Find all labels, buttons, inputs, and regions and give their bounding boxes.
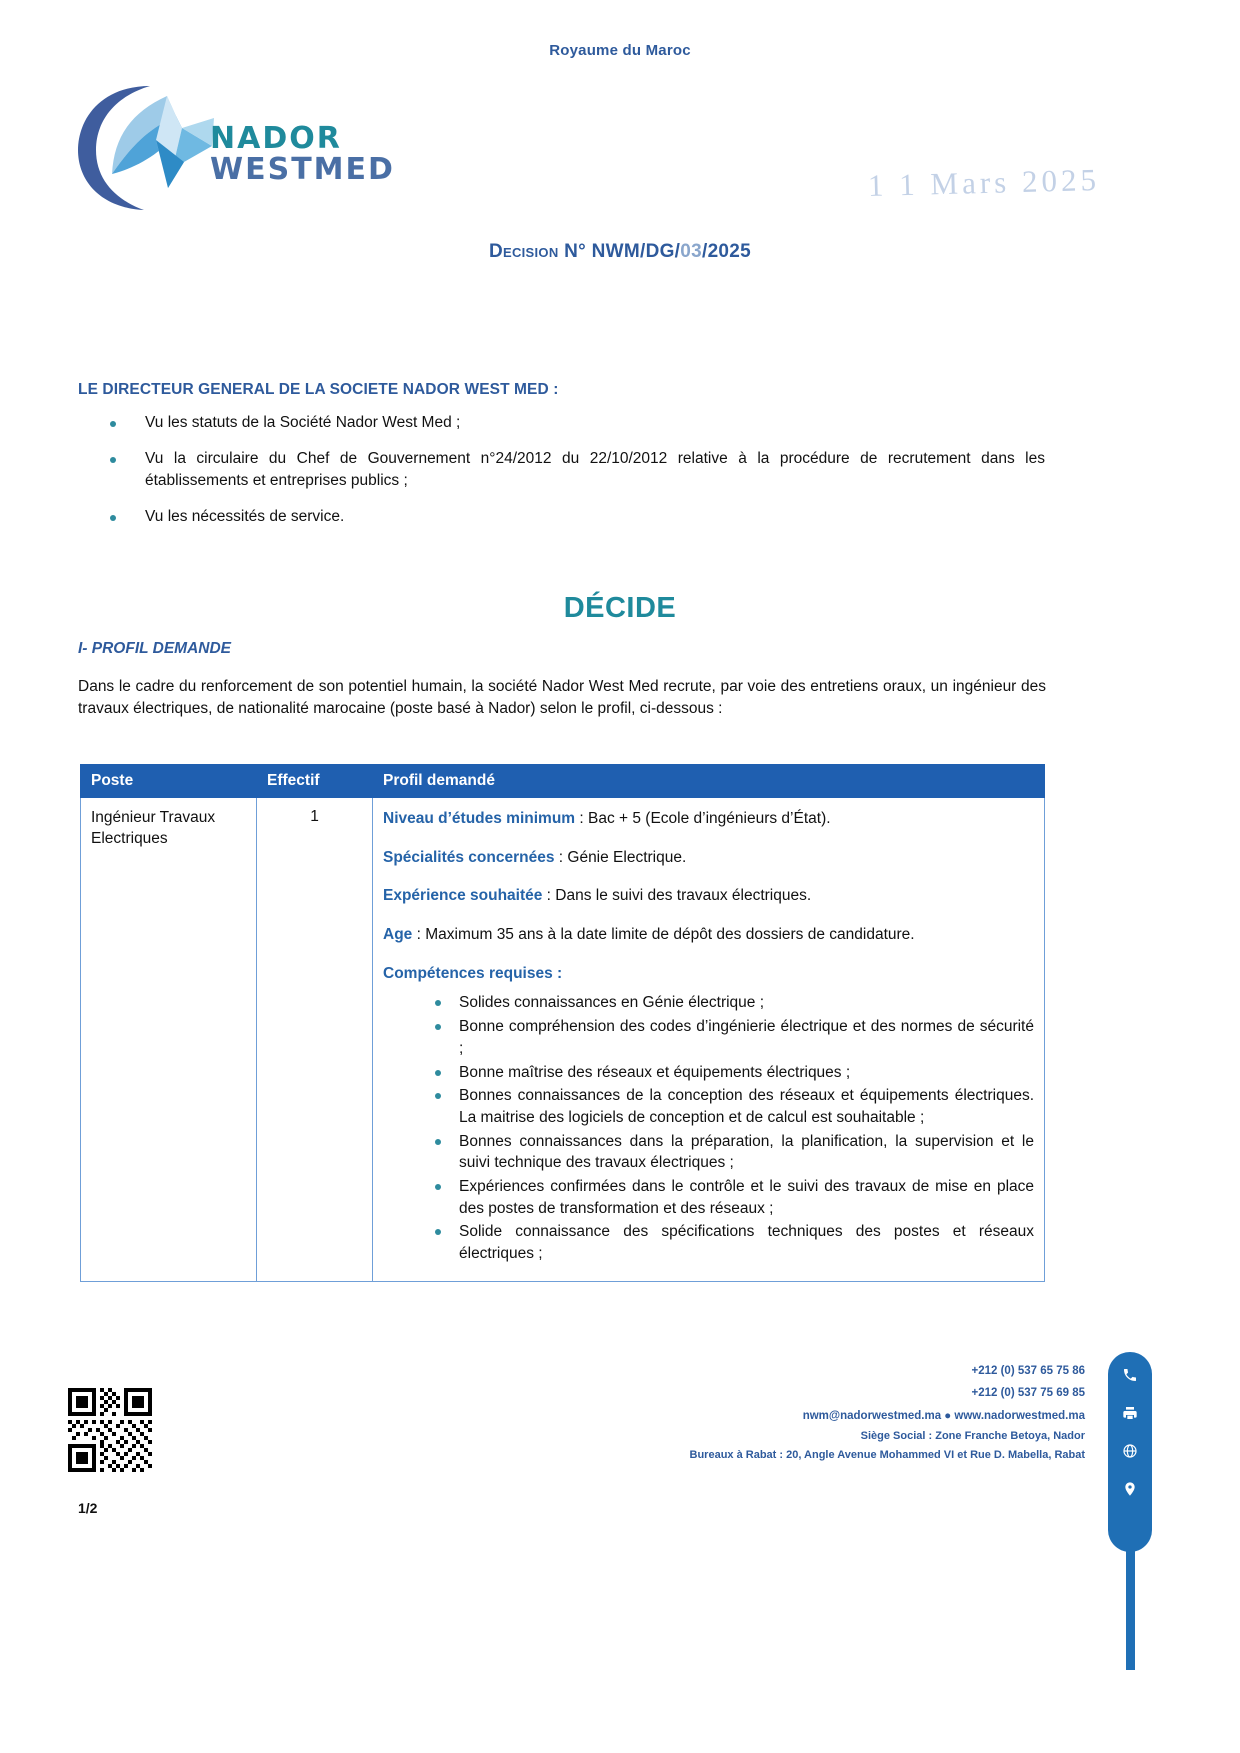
value-specialites: : Génie Electrique. [554,848,687,866]
footer-icon-strip [1108,1352,1152,1552]
label-competences: Compétences requises : [383,964,563,982]
profil-age [383,924,1034,946]
footer-web: nwm@nadorwestmed.ma ● www.nadorwestmed.ma [802,1409,1085,1422]
decide-heading: DÉCIDE [563,592,677,624]
footer-phone-2: +212 (0) 537 75 69 85 [971,1387,1085,1400]
label-niveau: Niveau d’études minimum [383,810,576,827]
logo-wordmark [210,121,395,187]
director-general-heading: LE DIRECTEUR GENERAL DE LA SOCIETE NADOR WEST MED : [78,381,559,398]
date-stamp: 1 1 Mars 2025 [867,161,1101,204]
list-item: Solides connaissances en Génie électrique ; [431,992,1034,1014]
cell-profil [373,798,1045,1282]
footer-strip-tail [1126,1540,1135,1670]
list-item: Bonnes connaissances de la conception des réseaux et équipements électriques. La maitrise des logiciels de conception et de calcul est souhaitable ; [431,1085,1034,1128]
table-header-row [81,765,1045,798]
decision-number: 03 [680,241,702,262]
label-age: Age [383,926,413,944]
value-experience: : Dans le suivi des travaux électriques. [542,887,812,905]
list-item: Vu la circulaire du Chef de Gouvernement n°24/2012 du 22/10/2012 relative à la procédure de recrutement dans les établissements et entreprises publics ; [100,448,1045,492]
value-niveau: : Bac + 5 (Ecole d’ingénieurs d’État). [575,810,831,827]
cell-effectif: 1 [257,798,373,1282]
section-title-profil-demande: I- PROFIL DEMANDE [78,640,231,657]
list-item: Bonnes connaissances dans la préparation, la planification, la supervision et le suivi technique des travaux électriques ; [431,1131,1034,1174]
profile-table [80,764,1045,1282]
label-specialites: Spécialités concernées [383,848,555,866]
value-age: : Maximum 35 ans à la date limite de dépôt des dossiers de candidature. [412,926,915,944]
intro-paragraph: Dans le cadre du renforcement de son potentiel humain, la société Nador West Med recrute, par voie des entretiens oraux, un ingénieur des travaux électriques, de nationalité marocaine (poste basé à Nador) selon le profil, ci-dessous : [78,678,1046,718]
logo-line-nador: NADOR [210,121,342,156]
footer-phone-1: +212 (0) 537 65 75 86 [971,1365,1085,1377]
phone-icon [1117,1362,1143,1388]
fax-icon [1117,1400,1143,1426]
profil-specialites [383,847,1034,869]
decision-number-line [0,241,1240,263]
profil-niveau [383,808,1034,830]
globe-icon [1117,1438,1143,1464]
list-item: Bonne compréhension des codes d’ingénierie électrique et des normes de sécurité ; [431,1016,1034,1059]
page-number: 1/2 [78,1500,98,1516]
footer-contact-block [565,1360,1085,1465]
logo-line-westmed: WESTMED [210,151,395,187]
list-item: Expériences confirmées dans le contrôle et le suivi des travaux de mise en place des postes de transformation et des réseaux ; [431,1176,1034,1219]
list-item: Bonne maîtrise des réseaux et équipements électriques ; [431,1062,1034,1084]
footer-address-1: Siège Social : Zone Franche Betoya, Nador [860,1430,1085,1443]
decision-suffix: /2025 [701,241,752,262]
considerations-list [100,412,1045,542]
list-item: Vu les nécessités de service. [100,506,1045,528]
company-logo [72,78,402,218]
column-header-profil: Profil demandé [373,765,1045,798]
label-experience: Expérience souhaitée [383,887,543,905]
location-pin-icon [1117,1476,1143,1502]
table-row [81,798,1045,1282]
cell-poste: Ingénieur Travaux Electriques [81,798,257,1282]
decision-prefix: Decision N° NWM/DG/ [488,241,681,262]
kingdom-heading: Royaume du Maroc [549,42,691,59]
qr-code [68,1388,152,1472]
footer-address-2: Bureaux à Rabat : 20, Angle Avenue Mohammed VI et Rue D. Mabella, Rabat [689,1448,1085,1461]
competences-list [383,992,1034,1264]
profil-experience [383,885,1034,907]
list-item: Vu les statuts de la Société Nador West Med ; [100,412,1045,434]
column-header-effectif: Effectif [257,765,373,798]
column-header-poste: Poste [81,765,257,798]
list-item: Solide connaissance des spécifications techniques des postes et réseaux électriques ; [431,1221,1034,1264]
profil-competences-label [383,963,1034,985]
